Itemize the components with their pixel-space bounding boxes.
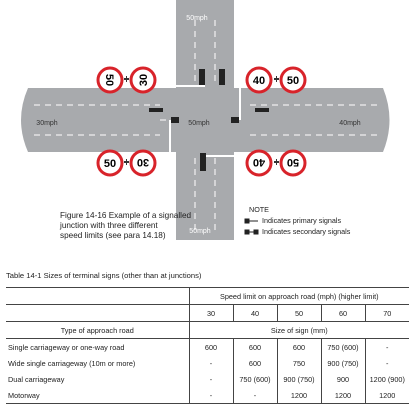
sign-value-ne-left: 40 <box>252 75 266 87</box>
speed-col-50: 50 <box>277 305 321 322</box>
speed-sign-nw-right <box>131 68 155 92</box>
sign-value-se-left: 40 <box>252 156 266 168</box>
speed-label-east: 40mph <box>339 120 361 127</box>
sign-value-sw-right: 30 <box>136 156 150 168</box>
note-secondary: Indicates secondary signals <box>262 227 351 236</box>
speed-sign-ne-right <box>281 68 305 92</box>
sign-value-se-right: 50 <box>286 156 300 168</box>
speed-sign-sw-left <box>98 151 122 175</box>
secondary-signal-symbol <box>245 230 258 234</box>
note-primary: Indicates primary signals <box>262 216 342 225</box>
speed-sign-se-left <box>247 151 271 175</box>
size-header: Size of sign (mm) <box>189 322 409 339</box>
type-header: Type of approach road <box>6 322 189 339</box>
sign-value-sw-left: 50 <box>103 158 117 170</box>
speed-label-west: 30mph <box>36 120 58 127</box>
note-title: NOTE <box>249 205 269 214</box>
speed-col-60: 60 <box>321 305 365 322</box>
table-title: Table 14-1 Sizes of terminal signs (other than at junctions) <box>6 271 202 280</box>
speed-col-70: 70 <box>365 305 409 322</box>
speed-sign-sw-right <box>131 151 155 175</box>
sign-size-table <box>6 287 409 404</box>
speed-col-40: 40 <box>233 305 277 322</box>
sign-value-ne-right: 50 <box>286 75 300 87</box>
figure-caption <box>60 211 191 241</box>
caption-line-2: junction with three different <box>60 221 158 230</box>
sign-value-nw-right: 30 <box>138 73 150 87</box>
caption-line-1: Figure 14-16 Example of a signalled <box>60 211 192 220</box>
speed-label-north: 50mph <box>186 15 208 22</box>
table-row: Dual carriageway - 750 (600) 900 (750) 900 1200 (900) <box>6 371 409 387</box>
speed-col-30: 30 <box>189 305 233 322</box>
speed-sign-se-right <box>281 151 305 175</box>
speed-sign-ne-left <box>247 68 271 92</box>
speed-sign-nw-left <box>98 68 122 92</box>
table-row: Wide single carriageway (10m or more) - 600 750 900 (750) - <box>6 355 409 371</box>
table-row: Motorway - - 1200 1200 1200 <box>6 387 409 404</box>
primary-signal-symbol <box>245 219 258 223</box>
speed-limit-header: Speed limit on approach road (mph) (higher limit) <box>189 288 409 305</box>
caption-line-3: speed limits (see para 14.18) <box>60 231 166 240</box>
table-row: Single carriageway or one-way road 600 600 600 750 (600) - <box>6 339 409 356</box>
speed-label-south: 50mph <box>189 228 211 235</box>
sign-value-nw-left: 50 <box>103 73 115 87</box>
speed-label-center: 50mph <box>188 120 210 127</box>
